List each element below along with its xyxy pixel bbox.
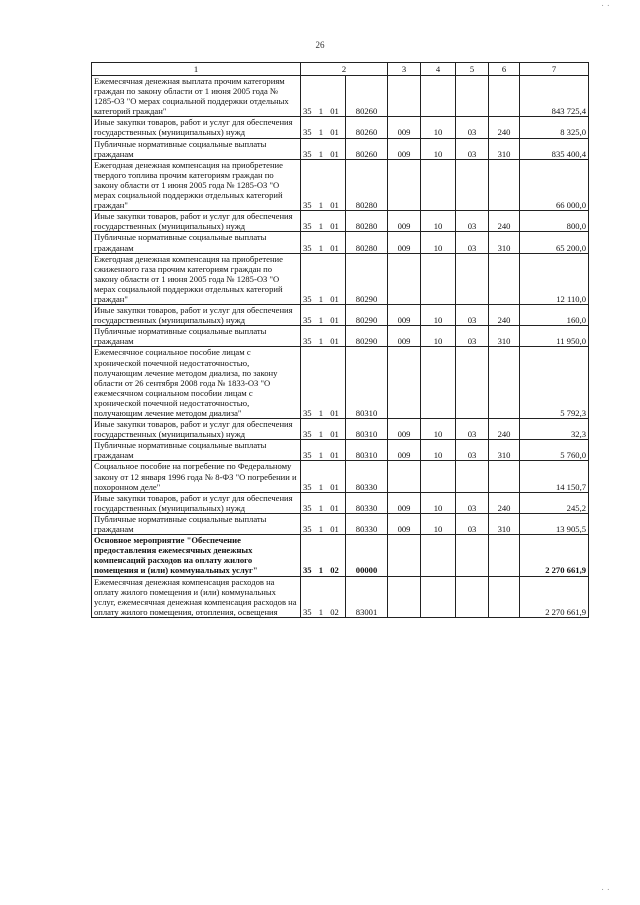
row-col4-cell: 10: [421, 232, 456, 253]
row-col4-cell: [421, 535, 456, 576]
row-name-cell: Публичные нормативные социальные выплаты гражданам: [92, 440, 301, 461]
table-row: [92, 211, 589, 232]
row-csr-cell: 35 1 01: [301, 347, 346, 419]
row-col3-cell: [388, 461, 421, 492]
row-sum-cell: 843 725,4: [520, 76, 589, 117]
row-name-cell: Иные закупки товаров, работ и услуг для обеспечения государственных (муниципальных) нужд: [92, 117, 301, 138]
row-col3-cell: [388, 576, 421, 617]
row-col5-cell: 03: [456, 117, 489, 138]
row-csr-cell: 35 1 01: [301, 138, 346, 159]
row-col4-cell: 10: [421, 419, 456, 440]
row-sum-cell: 2 270 661,9: [520, 535, 589, 576]
row-col6-cell: 240: [489, 211, 520, 232]
row-csr-cell: 35 1 01: [301, 253, 346, 304]
row-col6-cell: 310: [489, 513, 520, 534]
row-col4-cell: [421, 347, 456, 419]
row-code-cell: 80310: [346, 419, 388, 440]
table-row: [92, 576, 589, 617]
header-cell: 2: [301, 63, 388, 76]
row-name-cell: Социальное пособие на погребение по Федеральному закону от 12 января 1996 года № 8-ФЗ "О погребении и похоронном деле": [92, 461, 301, 492]
row-col3-cell: 009: [388, 326, 421, 347]
row-col6-cell: 240: [489, 117, 520, 138]
row-col5-cell: [456, 347, 489, 419]
row-code-cell: 83001: [346, 576, 388, 617]
row-name-cell: Публичные нормативные социальные выплаты гражданам: [92, 326, 301, 347]
table-row: [92, 419, 589, 440]
row-col3-cell: 009: [388, 419, 421, 440]
row-col4-cell: [421, 159, 456, 210]
row-col6-cell: [489, 576, 520, 617]
row-col3-cell: 009: [388, 513, 421, 534]
table-row: [92, 76, 589, 117]
header-cell: 4: [421, 63, 456, 76]
row-csr-cell: 35 1 01: [301, 305, 346, 326]
row-csr-cell: 35 1 01: [301, 211, 346, 232]
page-number: 26: [315, 40, 325, 50]
row-col6-cell: 310: [489, 326, 520, 347]
row-name-cell: Основное мероприятие "Обеспечение предоставления ежемесячных денежных компенсаций расходов на оплату жилого помещения и (или) коммунальных услуг": [92, 535, 301, 576]
row-col5-cell: [456, 159, 489, 210]
row-sum-cell: 2 270 661,9: [520, 576, 589, 617]
row-col5-cell: 03: [456, 305, 489, 326]
row-col4-cell: 10: [421, 305, 456, 326]
row-csr-cell: 35 1 01: [301, 76, 346, 117]
table-row: [92, 138, 589, 159]
row-csr-cell: 35 1 01: [301, 440, 346, 461]
row-name-cell: Ежемесячное социальное пособие лицам с хронической почечной недостаточностью, получающим лечение методом диализа, по закону области от 26 сентября 2008 года № 1833-ОЗ "О ежемесячном социальном пособии лицам с хронической почечной недостаточностью, получающим лечение методом диализа": [92, 347, 301, 419]
row-code-cell: 80280: [346, 211, 388, 232]
row-col3-cell: [388, 347, 421, 419]
row-col6-cell: 310: [489, 138, 520, 159]
table-row: [92, 513, 589, 534]
row-col4-cell: 10: [421, 440, 456, 461]
row-sum-cell: 160,0: [520, 305, 589, 326]
row-col5-cell: [456, 461, 489, 492]
row-col3-cell: [388, 535, 421, 576]
row-sum-cell: 65 200,0: [520, 232, 589, 253]
table-row: [92, 253, 589, 304]
row-sum-cell: 835 400,4: [520, 138, 589, 159]
row-col5-cell: 03: [456, 419, 489, 440]
row-name-cell: Публичные нормативные социальные выплаты гражданам: [92, 138, 301, 159]
row-code-cell: 80280: [346, 232, 388, 253]
row-col5-cell: 03: [456, 138, 489, 159]
row-name-cell: Иные закупки товаров, работ и услуг для обеспечения государственных (муниципальных) нужд: [92, 492, 301, 513]
row-col5-cell: [456, 76, 489, 117]
table-body: [92, 76, 589, 618]
row-col5-cell: 03: [456, 211, 489, 232]
row-name-cell: Ежегодная денежная компенсация на приобретение твердого топлива прочим категориям граждан по закону области от 1 июня 2005 года № 1285-ОЗ "О мерах социальной поддержки отдельных категорий граждан": [92, 159, 301, 210]
row-col6-cell: [489, 347, 520, 419]
row-col4-cell: [421, 76, 456, 117]
row-csr-cell: 35 1 01: [301, 419, 346, 440]
table-row: [92, 440, 589, 461]
row-col4-cell: [421, 461, 456, 492]
row-sum-cell: 11 950,0: [520, 326, 589, 347]
row-col6-cell: [489, 253, 520, 304]
row-col4-cell: [421, 253, 456, 304]
row-name-cell: Иные закупки товаров, работ и услуг для обеспечения государственных (муниципальных) нужд: [92, 211, 301, 232]
table-header-row: [92, 63, 589, 76]
scan-mark: ˙ ˙: [600, 888, 610, 899]
row-code-cell: 80330: [346, 461, 388, 492]
row-csr-cell: 35 1 01: [301, 232, 346, 253]
row-name-cell: Иные закупки товаров, работ и услуг для обеспечения государственных (муниципальных) нужд: [92, 305, 301, 326]
row-csr-cell: 35 1 01: [301, 326, 346, 347]
row-col6-cell: [489, 461, 520, 492]
row-code-cell: 80260: [346, 138, 388, 159]
row-col3-cell: [388, 76, 421, 117]
row-csr-cell: 35 1 01: [301, 492, 346, 513]
row-name-cell: Публичные нормативные социальные выплаты гражданам: [92, 232, 301, 253]
row-col4-cell: [421, 576, 456, 617]
row-sum-cell: 32,3: [520, 419, 589, 440]
table-row: [92, 492, 589, 513]
row-col6-cell: [489, 535, 520, 576]
budget-table: [91, 62, 589, 618]
row-col5-cell: 03: [456, 492, 489, 513]
row-col3-cell: 009: [388, 492, 421, 513]
row-col3-cell: 009: [388, 440, 421, 461]
row-col3-cell: [388, 159, 421, 210]
row-sum-cell: 13 905,5: [520, 513, 589, 534]
row-col6-cell: 310: [489, 232, 520, 253]
header-cell: 5: [456, 63, 489, 76]
row-name-cell: Публичные нормативные социальные выплаты гражданам: [92, 513, 301, 534]
row-col6-cell: 310: [489, 440, 520, 461]
row-name-cell: Ежегодная денежная компенсация на приобретение сжиженного газа прочим категориям граждан по закону области от 1 июня 2005 года № 1285-ОЗ "О мерах социальной поддержки отдельных категорий граждан": [92, 253, 301, 304]
row-sum-cell: 12 110,0: [520, 253, 589, 304]
header-cell: 6: [489, 63, 520, 76]
row-code-cell: 80290: [346, 326, 388, 347]
row-csr-cell: 35 1 01: [301, 159, 346, 210]
row-csr-cell: 35 1 01: [301, 513, 346, 534]
scan-mark: ˙ ˙: [600, 4, 610, 15]
row-code-cell: 80290: [346, 305, 388, 326]
row-sum-cell: 245,2: [520, 492, 589, 513]
row-code-cell: 00000: [346, 535, 388, 576]
row-col3-cell: 009: [388, 232, 421, 253]
row-code-cell: 80280: [346, 159, 388, 210]
row-col6-cell: 240: [489, 305, 520, 326]
row-col4-cell: 10: [421, 211, 456, 232]
row-code-cell: 80260: [346, 76, 388, 117]
row-sum-cell: 66 000,0: [520, 159, 589, 210]
row-col5-cell: [456, 253, 489, 304]
header-cell: 1: [92, 63, 301, 76]
row-csr-cell: 35 1 02: [301, 576, 346, 617]
table-row: [92, 159, 589, 210]
table-row: [92, 347, 589, 419]
row-col6-cell: 240: [489, 492, 520, 513]
row-csr-cell: 35 1 01: [301, 461, 346, 492]
header-cell: 3: [388, 63, 421, 76]
row-col3-cell: 009: [388, 211, 421, 232]
row-sum-cell: 800,0: [520, 211, 589, 232]
row-sum-cell: 5 760,0: [520, 440, 589, 461]
row-col4-cell: 10: [421, 117, 456, 138]
row-col6-cell: [489, 159, 520, 210]
row-col5-cell: [456, 535, 489, 576]
table-row: [92, 535, 589, 576]
row-col3-cell: 009: [388, 117, 421, 138]
row-csr-cell: 35 1 01: [301, 117, 346, 138]
row-code-cell: 80310: [346, 440, 388, 461]
row-col6-cell: [489, 76, 520, 117]
row-code-cell: 80260: [346, 117, 388, 138]
row-col4-cell: 10: [421, 492, 456, 513]
row-sum-cell: 8 325,0: [520, 117, 589, 138]
row-col5-cell: 03: [456, 232, 489, 253]
row-col5-cell: 03: [456, 440, 489, 461]
table-row: [92, 461, 589, 492]
row-code-cell: 80290: [346, 253, 388, 304]
row-col4-cell: 10: [421, 138, 456, 159]
row-sum-cell: 14 150,7: [520, 461, 589, 492]
row-col3-cell: [388, 253, 421, 304]
row-sum-cell: 5 792,3: [520, 347, 589, 419]
row-col4-cell: 10: [421, 513, 456, 534]
row-code-cell: 80330: [346, 492, 388, 513]
table-row: [92, 305, 589, 326]
row-col5-cell: [456, 576, 489, 617]
row-csr-cell: 35 1 02: [301, 535, 346, 576]
table-row: [92, 117, 589, 138]
table-row: [92, 232, 589, 253]
row-name-cell: Ежемесячная денежная компенсация расходов на оплату жилого помещения и (или) коммунальных услуг, ежемесячная денежная компенсация расходов на оплату жилого помещения, отопления, освещения: [92, 576, 301, 617]
row-code-cell: 80330: [346, 513, 388, 534]
row-col3-cell: 009: [388, 305, 421, 326]
row-name-cell: Ежемесячная денежная выплата прочим категориям граждан по закону области от 1 июня 2005 года № 1285-ОЗ "О мерах социальной поддержки отдельных категорий граждан": [92, 76, 301, 117]
row-name-cell: Иные закупки товаров, работ и услуг для обеспечения государственных (муниципальных) нужд: [92, 419, 301, 440]
row-col6-cell: 240: [489, 419, 520, 440]
header-cell: 7: [520, 63, 589, 76]
table-row: [92, 326, 589, 347]
row-col5-cell: 03: [456, 326, 489, 347]
row-code-cell: 80310: [346, 347, 388, 419]
row-col3-cell: 009: [388, 138, 421, 159]
row-col4-cell: 10: [421, 326, 456, 347]
row-col5-cell: 03: [456, 513, 489, 534]
